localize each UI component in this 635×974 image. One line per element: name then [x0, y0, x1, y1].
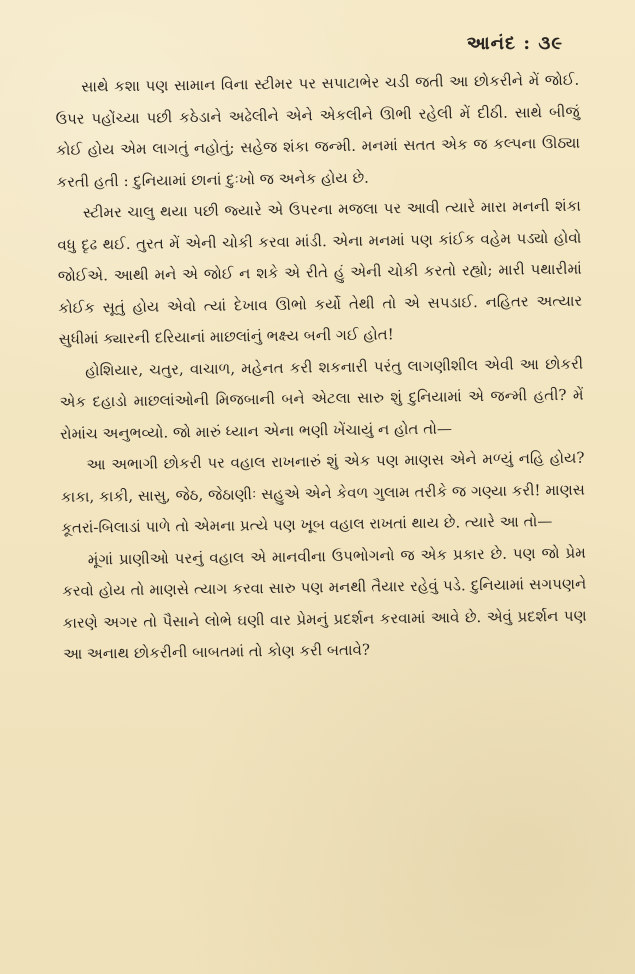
header-separator: :	[523, 33, 532, 54]
paragraph-5: મૂંગાં પ્રાણીઓ પરનું વહાલ એ માનવીના ઉપભોગનો જ એક પ્રકાર છે. પણ જો પ્રેમ કરવો હોય તો માણસે ત્યાગ કરવા સારુ પણ મનથી તૈયાર રહેવું પડે. દુનિયામાં સગપણને કારણે અગર તો પૈસાને લોભે ઘણી વાર પ્રેમનું પ્રદર્શન કરવામાં આવે છે. એવું પ્રદર્શન પણ આ અનાથ છોકરીની બાબતમાં તો કોણ કરી બતાવે?	[62, 543, 587, 663]
paragraph-2: સ્ટીમર ચાલુ થયા પછી જ્યારે એ ઉપરના મજલા પર આવી ત્યારે મારા મનની શંકા વધુ દૃઢ થઈ. તુરત મેં એની ચોકી કરવા માંડી. એના મનમાં પણ કાંઈક વહેમ પડ્યો હોવો જોઈએ. આથી મને એ જોઈ ન શકે એ રીતે હું એની ચોકી કરતો રહ્યો; મારી પથારીમાં કોઈક સૂતું હોય એવો ત્યાં દેખાવ ઊભો કર્યો તેથી તો એ સપડાઈ. નહિતર અત્યાર સુધીમાં ક્યારની દરિયાનાં માછલાંનું ભક્ષ્ય બની ગઈ હોત!	[57, 196, 583, 348]
page-number: ૩૯	[538, 33, 563, 54]
paragraph-4: આ અભાગી છોકરી પર વહાલ રાખનારું શું એક પણ માણસ એને મળ્યું નહિ હોય? કાકા, કાકી, સાસુ, જેઠ, જેઠાણીઃ સહુએ એને કેવળ ગુલામ તરીકે જ ગણ્યા કરી! માણસ કૂતરાં-બિલાડાં પાળે તો એમના પ્રત્યે પણ ખૂબ વહાલ રાખતાં થાય છે. ત્યારે આ તો—	[60, 448, 586, 537]
paragraph-3: હોશિયાર, ચતુર, વાચાળ, મહેનત કરી શકનારી પરંતુ લાગણીશીલ એવી આ છોકરી એક દહાડો માછલાંઓની મિજબાની બને એટલા સારુ શું દુનિયામાં એ જન્મી હતી? મેં રોમાંચ અનુભવ્યો. જો મારું ધ્યાન એના ભણી ખેંચાયું ન હોત તો—	[59, 354, 584, 443]
header-title: આનંદ	[466, 33, 517, 54]
page-body	[55, 65, 587, 671]
page-header	[467, 33, 563, 54]
paragraph-1: સાથે કશા પણ સામાન વિના સ્ટીમર પર સપાટાભેર ચડી જતી આ છોકરીને મેં જોઈ. ઉપર પહોંચ્યા પછી કઠેડાને અઢેલીને એને એકલીને ઊભી રહેલી મેં દીઠી. સાથે બીજું કોઈ હોય એમ લાગતું નહોતું; સહેજ શંકા જન્મી. મનમાં સતત એક જ કલ્પના ઊઠ્યા કરતી હતી : દુનિયામાં છાનાં દુઃખો જ અનેક હોય છે.	[55, 70, 581, 191]
